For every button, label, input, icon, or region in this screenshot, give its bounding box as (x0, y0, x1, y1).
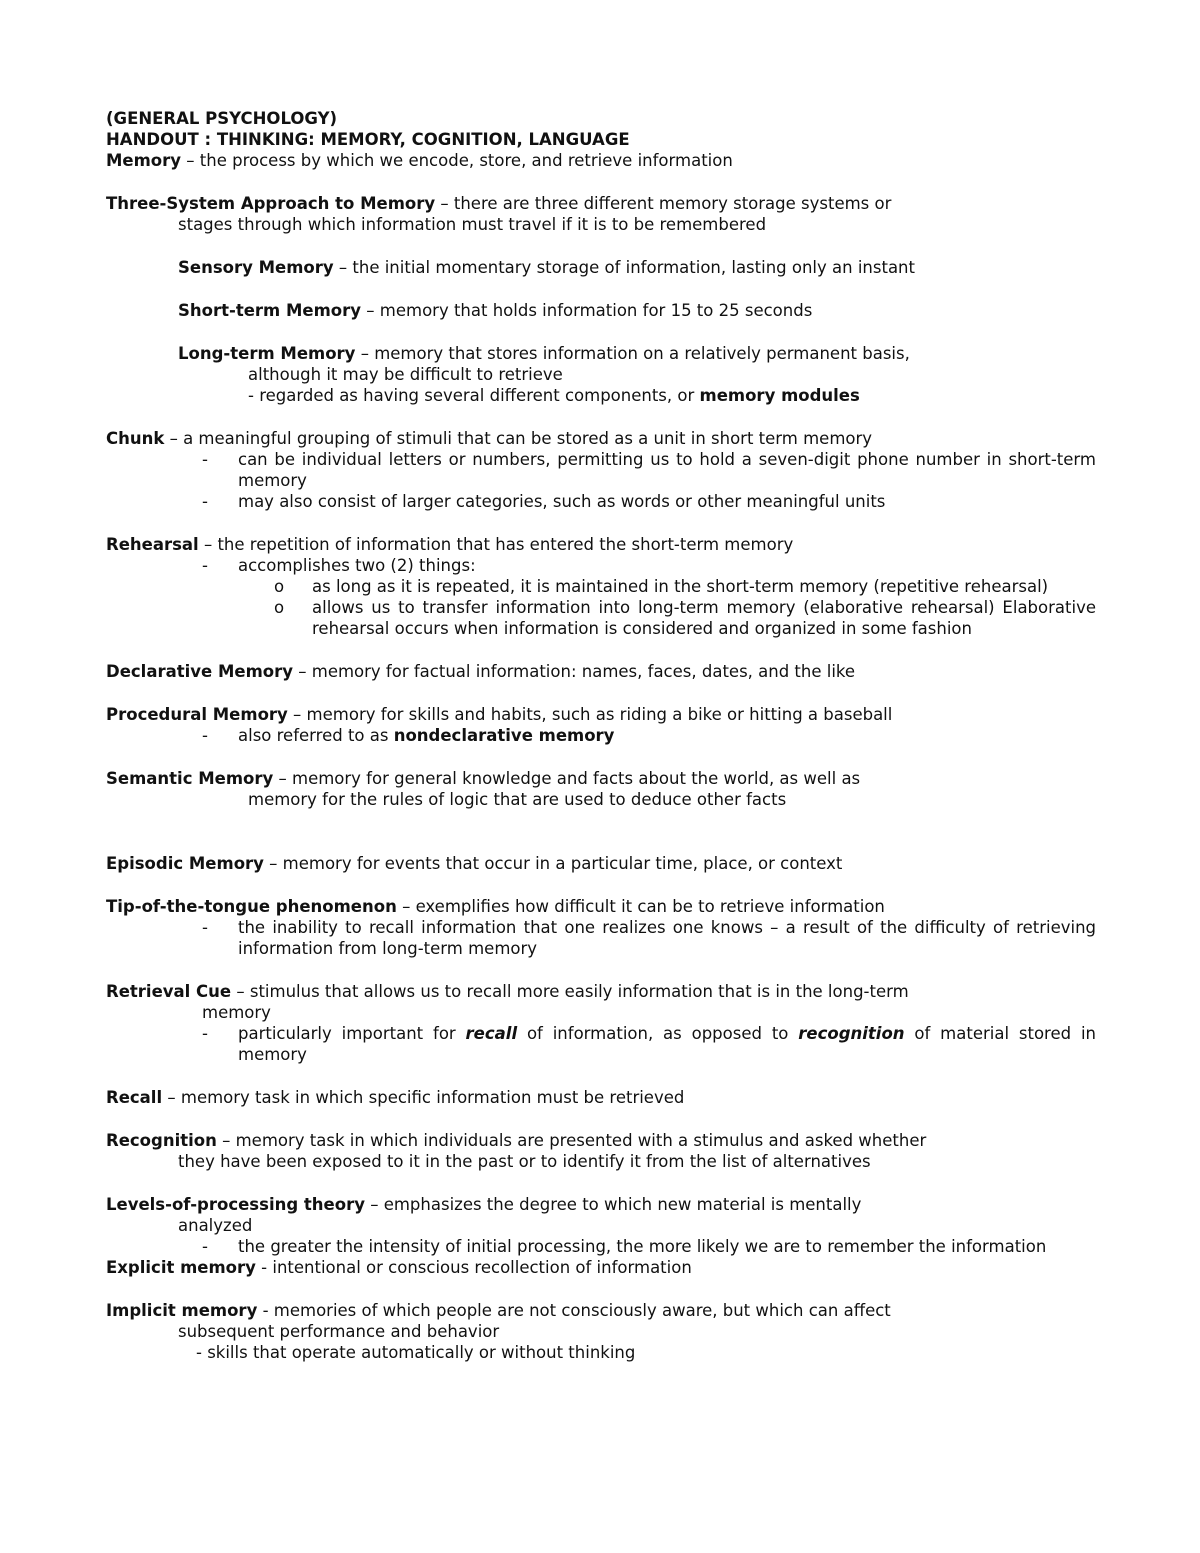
entry-sensory (106, 257, 1096, 278)
definition: – memory that stores information on a relatively permanent basis, (355, 344, 910, 363)
term: Rehearsal (106, 535, 199, 554)
entry-tip-of-tongue (106, 896, 1096, 917)
definition-note: - skills that operate automatically or without thinking (196, 1343, 636, 1362)
entry-declarative (106, 661, 1096, 682)
term: Explicit memory (106, 1258, 256, 1277)
term: Tip-of-the-tongue phenomenon (106, 897, 397, 916)
term: Recognition (106, 1131, 217, 1150)
entry-rehearsal (106, 534, 1096, 555)
definition-continued: memory for the rules of logic that are used to deduce other facts (248, 790, 787, 809)
definition-continued: although it may be difficult to retrieve (248, 365, 563, 384)
entry-memory (106, 150, 1096, 171)
definition: – memory for general knowledge and facts about the world, as well as (273, 769, 861, 788)
entry-short-term (106, 300, 1096, 321)
definition: – memory task in which specific information must be retrieved (162, 1088, 685, 1107)
definition: – memory for events that occur in a particular time, place, or context (263, 854, 843, 873)
term: Procedural Memory (106, 705, 288, 724)
entry-procedural (106, 704, 1096, 725)
entry-long-term (106, 343, 1096, 364)
entry-levels-of-processing (106, 1194, 1096, 1215)
entry-episodic (106, 853, 1096, 874)
definition: – memory that holds information for 15 to 25 seconds (361, 301, 813, 320)
handout-page (106, 108, 1096, 1363)
term: Chunk (106, 429, 165, 448)
definition: - memories of which people are not consciously aware, but which can affect (257, 1301, 891, 1320)
entry-explicit (106, 1257, 1096, 1278)
term: Retrieval Cue (106, 982, 232, 1001)
definition: – there are three different memory storage systems or (435, 194, 892, 213)
definition: – a meaningful grouping of stimuli that can be stored as a unit in short term memory (164, 429, 873, 448)
term: Long-term Memory (178, 344, 356, 363)
term: Semantic Memory (106, 769, 274, 788)
term: Episodic Memory (106, 854, 264, 873)
definition-continued: analyzed (178, 1216, 253, 1235)
definition: – stimulus that allows us to recall more easily information that is in the long-term (231, 982, 909, 1001)
term: Three-System Approach to Memory (106, 194, 436, 213)
definition: - intentional or conscious recollection of information (255, 1258, 692, 1277)
definition-note: - regarded as having several different components, or memory modules (248, 386, 860, 405)
bullet-item: - the greater the intensity of initial processing, the more likely we are to remember the information (202, 1237, 1047, 1256)
definition-continued: they have been exposed to it in the past or to identify it from the list of alternatives (178, 1152, 871, 1171)
entry-implicit (106, 1300, 1096, 1321)
entry-semantic (106, 768, 1096, 789)
bullet-item: - accomplishes two (2) things: (202, 556, 476, 575)
bullet-item: - particularly important for recall of information, as opposed to recognition of material stored in memory (202, 1024, 1096, 1064)
entry-three-system (106, 193, 1096, 214)
definition: – exemplifies how difficult it can be to retrieve information (396, 897, 885, 916)
bullet-item: - may also consist of larger categories, such as words or other meaningful units (202, 492, 886, 511)
term: Declarative Memory (106, 662, 293, 681)
sub-bullet-item: o allows us to transfer information into long-term memory (elaborative rehearsal) Elaborative rehearsal occurs when information is considered and organized in some fashion (274, 598, 1096, 638)
definition: – the initial momentary storage of information, lasting only an instant (333, 258, 915, 277)
entry-recall (106, 1087, 1096, 1108)
definition: – emphasizes the degree to which new material is mentally (364, 1195, 862, 1214)
term: Short-term Memory (178, 301, 362, 320)
definition: – the process by which we encode, store, and retrieve information (181, 151, 733, 170)
entry-retrieval-cue (106, 981, 1096, 1002)
term: Recall (106, 1088, 163, 1107)
definition: – the repetition of information that has entered the short-term memory (198, 535, 794, 554)
bullet-item: - also referred to as nondeclarative memory (202, 726, 615, 745)
definition-continued: memory (202, 1003, 271, 1022)
term: Implicit memory (106, 1301, 258, 1320)
definition-continued: subsequent performance and behavior (178, 1322, 500, 1341)
handout-title: HANDOUT : THINKING: MEMORY, COGNITION, LANGUAGE (106, 130, 630, 149)
entry-chunk (106, 428, 1096, 449)
definition: – memory for skills and habits, such as riding a bike or hitting a baseball (287, 705, 893, 724)
term: Levels-of-processing theory (106, 1195, 365, 1214)
course-heading: (GENERAL PSYCHOLOGY) (106, 109, 338, 128)
definition-continued: stages through which information must travel if it is to be remembered (178, 215, 767, 234)
sub-bullet-item: o as long as it is repeated, it is maintained in the short-term memory (repetitive rehearsal) (274, 577, 1049, 596)
term: Sensory Memory (178, 258, 334, 277)
entry-recognition (106, 1130, 1096, 1151)
definition: – memory task in which individuals are presented with a stimulus and asked whether (216, 1131, 927, 1150)
bullet-item: - can be individual letters or numbers, permitting us to hold a seven-digit phone number in short-term memory (202, 450, 1096, 490)
term: Memory (106, 151, 182, 170)
definition: – memory for factual information: names, faces, dates, and the like (293, 662, 856, 681)
bullet-item: - the inability to recall information that one realizes one knows – a result of the difficulty of retrieving information from long-term memory (202, 918, 1096, 958)
